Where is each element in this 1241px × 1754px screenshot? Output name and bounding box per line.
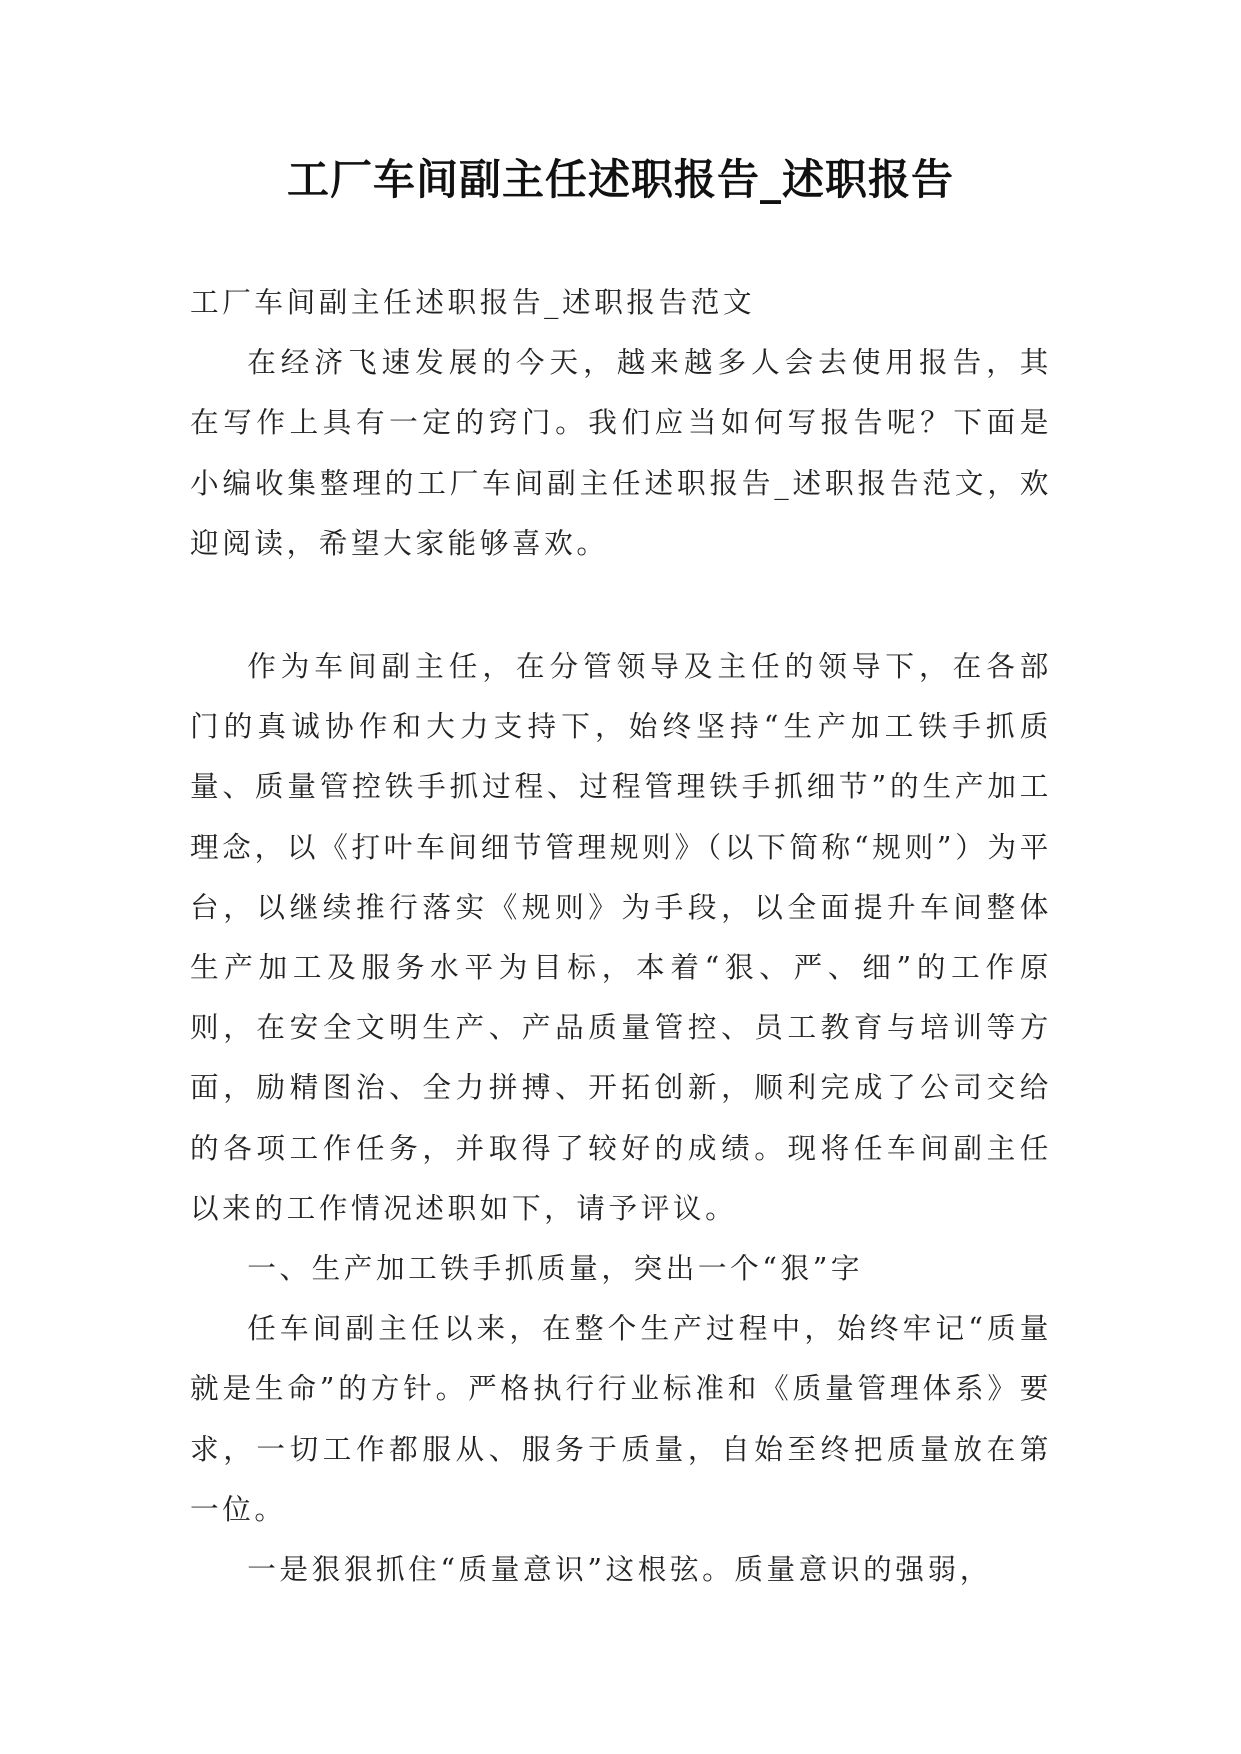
document-title: 工厂车间副主任述职报告_述职报告 bbox=[286, 155, 954, 204]
body-paragraph-2: 任车间副主任以来，在整个生产过程中，始终牢记“质量就是生命”的方针。严格执行行业标准和《质量管理体系》要求，一切工作都服从、服务于质量，自始至终把质量放在第一位。 bbox=[190, 1311, 1052, 1526]
body-paragraph-3: 一是狠狠抓住“质量意识”这根弦。质量意识的强弱， bbox=[247, 1552, 992, 1587]
section-heading-1: 一、生产加工铁手抓质量，突出一个“狠”字 bbox=[247, 1251, 864, 1286]
intro-section bbox=[190, 272, 1052, 573]
intro-paragraph: 在经济飞速发展的今天，越来越多人会去使用报告，其在写作上具有一定的窍门。我们应当如何写报告呢？下面是小编收集整理的工厂车间副主任述职报告_述职报告范文，欢迎阅读，希望大家能够喜欢。 bbox=[190, 345, 1052, 560]
report-body bbox=[190, 636, 1052, 1599]
document-subtitle: 工厂车间副主任述职报告_述职报告范文 bbox=[190, 285, 756, 319]
body-paragraph-1: 作为车间副主任，在分管领导及主任的领导下，在各部门的真诚协作和大力支持下，始终坚持“生产加工铁手抓质量、质量管控铁手抓过程、过程管理铁手抓细节”的生产加工理念，以《打叶车间细节管理规则》（以下简称“规则”）为平台，以继续推行落实《规则》为手段，以全面提升车间整体生产加工及服务水平为目标，本着“狠、严、细”的工作原则，在安全文明生产、产品质量管控、员工教育与培训等方面，励精图治、全力拼搏、开拓创新，顺利完成了公司交给的各项工作任务，并取得了较好的成绩。现将任车间副主任以来的工作情况述职如下，请予评议。 bbox=[190, 649, 1052, 1225]
